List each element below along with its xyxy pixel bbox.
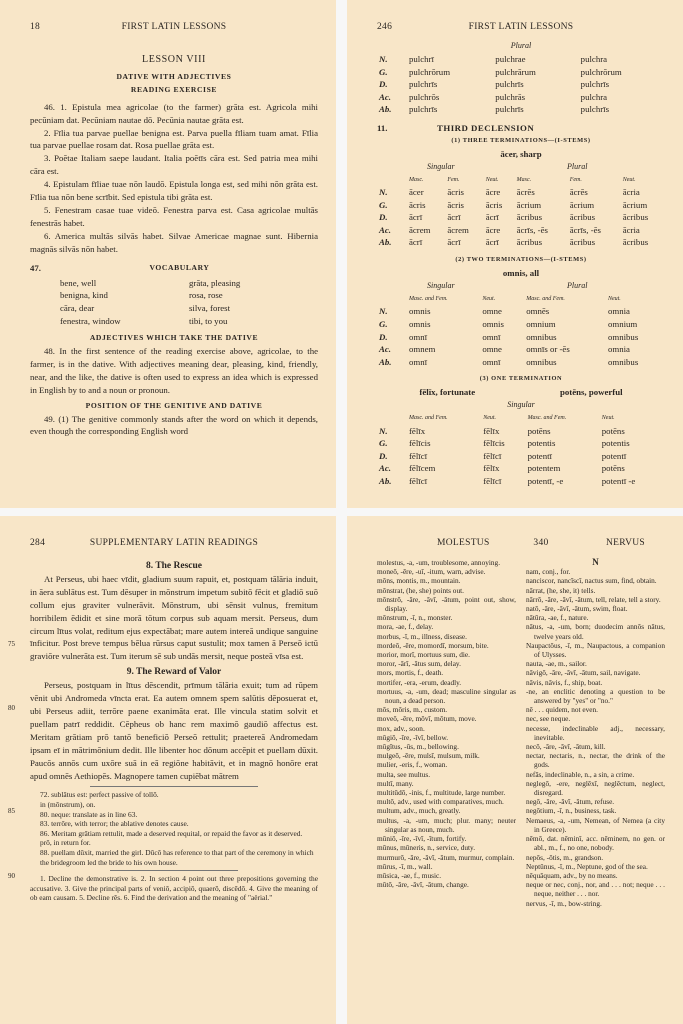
number-labels: Singular Plural xyxy=(427,161,588,171)
dictionary-entry: nāvigō, -āre, -āvī, -ātum, sail, navigate. xyxy=(526,668,641,678)
exercise-para: 5. Fenestram casae tuae videō. Fenestra parva est. Casa agricolae multās fenestrās habet. xyxy=(30,204,318,228)
case-row xyxy=(377,236,665,249)
case-row xyxy=(377,356,665,369)
sub-heading: (3) ONE TERMINATION xyxy=(479,375,563,383)
dictionary-entry: necesse, indeclinable adj., necessary, inevitable. xyxy=(526,723,665,742)
declension-table-pulcher xyxy=(377,53,665,116)
dictionary-entry: mūtō, -āre, -āvī, -ātum, change. xyxy=(377,880,469,890)
form-cell: ācrī xyxy=(447,212,461,223)
case-row xyxy=(377,450,665,463)
form-cell: fēlīcī xyxy=(483,450,502,461)
dictionary-entry: nectar, nectaris, n., nectar, the drink of the gods. xyxy=(526,751,665,770)
form-cell: ācribus xyxy=(622,212,649,223)
form-cell: potēns xyxy=(601,425,625,436)
form-cell: fēlīx xyxy=(483,425,500,436)
form-cell: ācrī xyxy=(447,237,461,248)
case-row xyxy=(377,211,665,224)
form-cell: omnī xyxy=(409,356,428,367)
case-label: G. xyxy=(379,66,388,77)
gender-label: Masc. xyxy=(409,176,424,183)
form-cell: omne xyxy=(482,306,502,317)
page-body xyxy=(8,560,318,1016)
dictionary-entry: -ne, an enclitic denoting a question to be answered by "yes" or "no." xyxy=(526,686,665,706)
headword: ācer, sharp xyxy=(500,148,542,159)
form-cell: ācrēs xyxy=(569,187,588,198)
case-label: D. xyxy=(379,331,388,342)
vocab-item: benigna, kind xyxy=(60,290,108,301)
line-number: 75 xyxy=(8,640,15,648)
form-cell: omnīs or -ēs xyxy=(526,344,570,355)
form-cell: potentī -e xyxy=(601,476,636,487)
dictionary-entry: nam, conj., for. xyxy=(526,567,571,577)
divider xyxy=(110,870,238,871)
gender-label: Neut. xyxy=(482,295,496,302)
dictionary-entry: mora, -ae, f., delay. xyxy=(377,622,434,632)
form-cell: potentī xyxy=(527,450,552,461)
case-row xyxy=(377,318,665,331)
form-cell: omnia xyxy=(607,344,630,355)
dictionary-entry: necō, -āre, -āvī, -ātum, kill. xyxy=(526,742,606,752)
dictionary-entry: mulier, -eris, f., woman. xyxy=(377,760,448,770)
case-label: N. xyxy=(379,425,388,436)
gender-label: Neut. xyxy=(485,176,499,183)
dictionary-entry: neque or nec, conj., nor, and . . . not; neque . . . neque, neither . . . nor. xyxy=(526,880,665,899)
form-cell: ācrī xyxy=(409,237,423,248)
form-cell: omnī xyxy=(409,331,428,342)
page-number: 246 xyxy=(377,22,393,32)
form-cell: pulchrīs xyxy=(580,79,610,90)
running-title: FIRST LATIN LESSONS xyxy=(121,22,227,32)
dictionary-entry: mūsica, -ae, f., music. xyxy=(377,870,442,880)
form-cell: omnium xyxy=(526,318,556,329)
dictionary-entry: mortuus, -a, -um, dead; masculine singular as noun, a dead person. xyxy=(377,686,516,706)
dictionary-entry: nārrō, -āre, -āvī, -ātum, tell, relate, tell a story. xyxy=(526,594,661,604)
dictionary-entry: mōns, montis, m., mountain. xyxy=(377,576,461,586)
dictionary-entry: nēquāquam, adv., by no means. xyxy=(526,870,618,880)
dictionary-entry: nauta, -ae, m., sailor. xyxy=(526,659,587,669)
form-cell: potēns xyxy=(527,425,551,436)
exercise-para: 6. America multās silvās habet. Silvae Americae magnae sunt. Hibernia magnās silvās nōn habet. xyxy=(30,230,318,254)
vocab-item: bene, well xyxy=(60,277,97,288)
case-label: Ab. xyxy=(379,476,392,487)
case-label: N. xyxy=(379,306,388,317)
form-cell: pulchrōrum xyxy=(409,66,451,77)
form-cell: ācrī xyxy=(485,237,499,248)
dictionary-entry: mulgeō, -ēre, mulsī, mulsum, milk. xyxy=(377,751,480,761)
form-cell: omnibus xyxy=(526,331,557,342)
case-label: G. xyxy=(379,438,388,449)
form-cell: ācribus xyxy=(516,237,543,248)
line-number: 90 xyxy=(8,872,15,880)
dictionary-entry: nanciscor, nancīscī, nactus sum, find, obtain. xyxy=(526,576,657,586)
vocab-item: grāta, pleasing xyxy=(189,277,241,288)
sub-heading: (1) THREE TERMINATIONS—(I-STEMS) xyxy=(451,136,591,144)
form-cell: potentī xyxy=(601,450,627,461)
dictionary-entry: multum, adv., much, greatly. xyxy=(377,806,461,816)
form-cell: potentis xyxy=(601,438,630,449)
dictionary-entry: mūnus, mūneris, n., service, duty. xyxy=(377,843,476,853)
vocab-item: cāra, dear xyxy=(60,303,95,314)
dictionary-entry: molestus, -a, -um, troublesome, annoying. xyxy=(377,558,501,567)
form-cell: ācria xyxy=(622,224,640,235)
dictionary-entry: natō, -āre, -āvī, -ātum, swim, float. xyxy=(526,604,628,614)
form-cell: ācre xyxy=(485,187,501,198)
dictionary-entry: morior, morī, mortuus sum, die. xyxy=(377,650,470,660)
form-cell: fēlīcis xyxy=(483,438,505,449)
gender-label: Fem. xyxy=(447,176,460,183)
gender-label: Masc. and Fem. xyxy=(526,295,565,302)
dictionary-entry: neglegō, -ere, neglēxī, neglēctum, neglect, disregard. xyxy=(526,778,665,798)
story-heading: 9. The Reward of Valor xyxy=(126,667,222,678)
dictionary-entry: multa, see multus. xyxy=(377,769,431,779)
form-cell: ācribus xyxy=(569,212,596,223)
case-label: N. xyxy=(379,53,388,64)
case-row xyxy=(377,53,665,66)
spacer xyxy=(377,293,407,306)
dictionary-entry: negōtium, -ī, n., business, task. xyxy=(526,806,617,816)
form-cell: fēlīcī xyxy=(483,476,502,487)
dictionary-entry: moror, -ārī, -ātus sum, delay. xyxy=(377,659,461,669)
form-cell: pulchrīs xyxy=(409,104,438,115)
running-title: SUPPLEMENTARY LATIN READINGS xyxy=(89,538,259,548)
form-cell: ācre xyxy=(485,224,501,235)
note: prō, in return for. xyxy=(40,838,91,848)
case-row xyxy=(377,199,665,212)
form-cell: omne xyxy=(482,344,502,355)
form-cell: omnium xyxy=(607,318,638,329)
case-label: D. xyxy=(379,450,388,461)
notes xyxy=(30,790,318,867)
dictionary-entry: multō, adv., used with comparatives, much. xyxy=(377,797,504,807)
case-label: Ab. xyxy=(379,104,392,115)
form-cell: fēlīcis xyxy=(409,438,431,449)
page-body xyxy=(377,40,665,500)
case-label: Ac. xyxy=(379,91,391,102)
dictionary-entry: multus, -a, -um, much; plur. many; neuter singular as noun, much. xyxy=(377,815,516,834)
form-cell: pulchrās xyxy=(495,91,526,102)
form-cell: omnī xyxy=(482,331,501,342)
form-cell: ācris xyxy=(409,199,426,210)
form-cell: ācris xyxy=(447,187,464,198)
form-cell: pulchra xyxy=(580,53,608,64)
form-cell: ācribus xyxy=(516,212,543,223)
declension-table-felix xyxy=(377,412,665,488)
gender-label: Neut. xyxy=(483,415,497,422)
form-cell: omnia xyxy=(607,306,630,317)
story-text: At Perseus, ubi haec vīdit, gladium suum rapuit, et, postquam tālāria induit, in āera sublātus est. Tum dēsuper in mōnstrum impetum subitō fēcit et gladiō suō collum ejus graviter vulnerāvit. Mōnstrum, ubi sēnsit vulnus, fremitum horribilem ēdidit et sine morā tōtum corpus sub aquam mersit. Perseus, dum circum lītus volat, reditum ejus expectābat; mare autem intereā undique sanguine īnficitur. Post breve tempus bēlua rūrsus caput sustulit; mox tamen ā Perseō ictū graviōre vulnerāta est. Tum iterum sē sub undās mersit, neque posteā vīsa est. xyxy=(30,573,318,662)
note: in (mōnstrum), on. xyxy=(40,800,96,809)
dictionary-entry: nē . . . quidem, not even. xyxy=(526,705,598,715)
case-row xyxy=(377,305,665,318)
case-label: Ac. xyxy=(379,463,391,474)
dictionary-entry: nātus, -a, -um, born; duodecim annōs nātus, twelve years old. xyxy=(526,622,665,641)
number-label: Singular xyxy=(507,400,535,410)
dictionary-columns xyxy=(377,558,665,908)
case-row xyxy=(377,343,665,356)
dictionary-entry: mōnstrum, -ī, n., monster. xyxy=(377,613,453,623)
case-row xyxy=(377,331,665,344)
case-label: D. xyxy=(379,212,388,223)
form-cell: fēlīx xyxy=(409,425,426,436)
letter-heading: N xyxy=(592,557,599,567)
form-cell: potentem xyxy=(527,463,561,474)
form-cell: potēns xyxy=(601,463,625,474)
form-cell: fēlīcī xyxy=(409,476,428,487)
dictionary-entry: Nemaeus, -a, -um, Nemean, of Nemea (a city in Greece). xyxy=(526,815,665,834)
form-cell: ācria xyxy=(622,187,640,198)
vocab-item: silva, forest xyxy=(189,303,231,314)
form-cell: potentis xyxy=(527,438,556,449)
dictionary-entry: nec, see neque. xyxy=(526,714,571,724)
case-row xyxy=(377,224,665,237)
guide-word-right: NERVUS xyxy=(605,538,645,548)
gender-label: Neut. xyxy=(601,415,615,422)
page-246 xyxy=(347,0,683,508)
note: 86. Meritam grātiam rettulit, made a deserved requital, or repaid the favor as it deserved. xyxy=(40,828,303,838)
subsection-heading: POSITION OF THE GENITIVE AND DATIVE xyxy=(85,400,263,410)
form-cell: ācrīs, -ēs xyxy=(516,224,548,235)
number-labels: Singular Plural xyxy=(427,280,588,290)
case-row xyxy=(377,425,665,438)
form-cell: pulchrīs xyxy=(580,104,610,115)
form-cell: fēlīcem xyxy=(409,463,436,474)
lesson-heading: LESSON VIII xyxy=(142,54,206,65)
form-cell: pulchrīs xyxy=(409,79,438,90)
page-number: 340 xyxy=(533,538,549,548)
page-number: 18 xyxy=(30,22,41,32)
dictionary-entry: mōnstrō, -āre, -āvī, -ātum, point out, show, display. xyxy=(377,594,516,614)
case-label: G. xyxy=(379,318,388,329)
form-cell: omnis xyxy=(482,318,504,329)
case-row xyxy=(377,91,665,104)
dictionary-entry: mortifer, -era, -erum, deadly. xyxy=(377,677,462,687)
form-cell: ācrem xyxy=(447,224,469,235)
form-cell: ācrī xyxy=(409,212,423,223)
vocab-item: rosa, rose xyxy=(189,290,223,301)
form-cell: fēlīcī xyxy=(409,450,428,461)
form-cell: omnibus xyxy=(607,356,639,367)
dictionary-entry: mūgītus, -ūs, m., bellowing. xyxy=(377,742,459,752)
dictionary-column xyxy=(526,558,665,908)
form-cell: fēlīx xyxy=(483,463,500,474)
case-row xyxy=(377,475,665,488)
case-row xyxy=(377,66,665,79)
form-cell: pulchrīs xyxy=(495,79,524,90)
story-heading: 8. The Rescue xyxy=(145,561,203,571)
form-cell: omnis xyxy=(409,318,431,329)
form-cell: ācris xyxy=(485,199,503,210)
story-text: Perseus, postquam in lītus dēscendit, prīmum tālāria exuit; tum ad rūpem vēnit ubi Andromeda vīncta erat. Ea autem omnem spem salūtis dēposuerat et, ubi Perseus adiit, terrōre paene exanimāta erat. Ille vincula statim solvit et puellam patrī reddidit. Cēpheus ob hanc rem maximō gaudiō affectus est. Meritam grātiam prō tantō beneficiō Perseō rettulit; praetereā Andromedam ipsam eī in mātrimōnium dedit. Ille libenter hoc dōnum accēpit et puellam dūxit. Paucōs annōs cum uxōre suā in eā regiōne habitāvit, et in magnō honōre erat apud omnēs Aethiopēs. Magnopere tamen cupiēbat mātrem xyxy=(30,680,318,781)
dictionary-entry: nefās, indeclinable, n., a sin, a crime. xyxy=(526,769,635,779)
form-cell: potentī, -e xyxy=(527,476,564,487)
dictionary-entry: nātūra, -ae, f., nature. xyxy=(526,613,589,623)
dictionary-entry: negō, -āre, -āvī, -ātum, refuse. xyxy=(526,797,615,807)
dictionary-entry: moneō, -ēre, -uī, -itum, warn, advise. xyxy=(377,567,486,577)
form-cell: ācribus xyxy=(569,237,596,248)
gender-label: Masc. xyxy=(516,176,532,183)
case-row xyxy=(377,78,665,91)
dictionary-entry: mox, adv., soon. xyxy=(377,723,425,733)
sub-heading: (2) TWO TERMINATIONS—(I-STEMS) xyxy=(455,256,587,264)
case-label: Ac. xyxy=(379,224,391,235)
dictionary-entry: Naupactōus, -ī, m., Naupactous, a companion of Ulysses. xyxy=(526,640,665,660)
dictionary-entry: mūniō, -īre, -īvī, -ītum, fortify. xyxy=(377,834,467,844)
form-cell: ācrī xyxy=(485,212,499,223)
form-cell: ācrium xyxy=(622,199,648,210)
form-cell: pulchrōs xyxy=(409,91,440,102)
dictionary-entry: nepōs, -ōtis, m., grandson. xyxy=(526,852,604,862)
dictionary-entry: murmurō, -āre, -āvī, -ātum, murmur, complain. xyxy=(377,852,515,862)
form-cell: omnibus xyxy=(607,331,639,342)
case-row xyxy=(377,103,665,116)
case-label: D. xyxy=(379,79,388,90)
note: 72. sublātus est: perfect passive of tollō. xyxy=(40,790,159,800)
rule-para: 49. (1) The genitive commonly stands after the word on which it depends, even though the corresponding English word xyxy=(30,413,318,437)
divider xyxy=(90,786,258,787)
gender-header-row xyxy=(377,174,665,187)
dictionary-entry: nēmō, dat. nēminī, acc. nēminem, no gen. or abl., m., f., no one, nobody. xyxy=(526,834,665,853)
gender-header-row xyxy=(377,293,665,306)
gender-label: Masc. and Fem. xyxy=(409,415,448,422)
vocab-item: fenestra, window xyxy=(60,316,121,327)
rule-para: 48. In the first sentence of the reading exercise above, agricolae, to the farmer, is in the dative. With adjectives meaning dear, pleasing, kind, friendly, near, and the like, the dative is often used to express an idea which is expressed in English by to and a noun or pronoun. xyxy=(30,346,318,395)
subsection-heading: ADJECTIVES WHICH TAKE THE DATIVE xyxy=(89,333,259,343)
note: 83. terrōre, with terror; the ablative denotes cause. xyxy=(40,819,189,829)
form-cell: ācrium xyxy=(569,199,595,210)
form-cell: omnī xyxy=(482,356,501,367)
declension-table-acer xyxy=(377,174,665,250)
dictionary-entry: mūgiō, -īre, -īvī, bellow. xyxy=(377,732,449,742)
gender-label: Neut. xyxy=(607,295,621,302)
exercise-para: 4. Epistulam fīliae tuae nōn laudō. Epistula longa est, sed mihi nōn grāta est. Fīlia tua nōn bene scrībit. Sed epistula tibi grāta est. xyxy=(30,179,318,203)
case-label: N. xyxy=(379,187,388,198)
line-number: 85 xyxy=(8,807,15,815)
gender-label: Masc. and Fem. xyxy=(409,295,448,302)
form-cell: pulchrae xyxy=(495,53,526,64)
section-heading: 11. THIRD DECLENSION xyxy=(377,122,535,133)
form-cell: omnis xyxy=(409,306,431,317)
exercise-para: 2. Fīlia tua parvae puellae benigna est. Parva puella fīliam tuam amat. Fīlia tua parvae puellae rosam dat. Rosa puellae grāta est. xyxy=(30,127,318,151)
dictionary-entry: mordeō, -ēre, momordī, morsum, bite. xyxy=(377,640,489,650)
case-label: Ac. xyxy=(379,344,391,355)
form-cell: ācrīs, -ēs xyxy=(569,224,601,235)
spacer xyxy=(377,174,407,187)
dictionary-entry: moveō, -ēre, mōvī, mōtum, move. xyxy=(377,714,477,724)
running-title: FIRST LATIN LESSONS xyxy=(468,22,574,32)
page-number: 284 xyxy=(30,538,46,548)
case-label: G. xyxy=(379,199,388,210)
page-284 xyxy=(0,516,336,1024)
vocab-list xyxy=(30,277,318,329)
number-label: Plural xyxy=(510,41,532,50)
line-number: 80 xyxy=(8,704,15,712)
spacer xyxy=(377,412,407,425)
dictionary-entry: mōs, mōris, m., custom. xyxy=(377,705,448,715)
form-cell: omnēs xyxy=(526,306,550,317)
questions: 1. Decline the demonstrative is. 2. In section 4 point out three prepositions governing the accusative. 3. Give the principal parts of veniō, accipiō, quaerō, discēdō. 4. Give the meaning of ob eam causam. 5. Decline rēs. 6. Find the derivation and the meaning of "aërial." xyxy=(30,874,318,903)
section-heading: DATIVE WITH ADJECTIVES xyxy=(116,71,232,81)
subsection-heading: READING EXERCISE xyxy=(130,84,218,94)
case-label: Ab. xyxy=(379,237,392,248)
form-cell: ācer xyxy=(409,187,424,198)
headword: omnis, all xyxy=(502,267,540,278)
exercise-para: 46. 1. Epistula mea agricolae (to the farmer) grāta est. Agricola mihi pecūniam dat. Pecūniam nautae dō. Pecūnia nautae grāta est. xyxy=(30,101,318,125)
dictionary-entry: multī, many. xyxy=(377,778,414,788)
form-cell: omnibus xyxy=(526,356,557,367)
dictionary-entry: nervus, -ī, m., bow-string. xyxy=(526,898,602,908)
declension-table-omnis xyxy=(377,293,665,369)
form-cell: ācrem xyxy=(409,224,431,235)
form-cell: pulchrārum xyxy=(495,66,536,77)
gender-label: Fem. xyxy=(569,176,582,183)
form-cell: pulchrīs xyxy=(495,104,524,115)
form-cell: ācribus xyxy=(622,237,649,248)
case-row xyxy=(377,437,665,450)
gender-label: Masc. and Fem. xyxy=(527,415,567,422)
exercise-para: 3. Poētae Italiam saepe laudant. Italia poētīs cāra est. Sed patria mea mihi cāra est. xyxy=(30,153,318,177)
gender-label: Neut. xyxy=(622,176,636,183)
page-body xyxy=(30,44,318,500)
guide-word-left: MOLESTUS xyxy=(437,538,490,548)
form-cell: omnem xyxy=(409,344,436,355)
dictionary-entry: morbus, -ī, m., illness, disease. xyxy=(377,631,467,641)
form-cell: pulchrī xyxy=(409,53,434,64)
dictionary-entry: nāvis, nāvis, f., ship, boat. xyxy=(526,677,603,687)
form-cell: ācris xyxy=(447,199,464,210)
dictionary-entry: mōnstrat, (he, she) points out. xyxy=(377,585,464,595)
note: 88. puellam dūxit, married the girl. Dūcō has reference to that part of the ceremony in which the bridegroom led the bride to his own house. xyxy=(40,847,314,867)
headwords: fēlīx, fortunate potēns, powerful xyxy=(419,387,623,398)
form-cell: ācrēs xyxy=(516,187,535,198)
case-label: Ab. xyxy=(379,356,392,367)
gender-header-row xyxy=(377,412,665,425)
dictionary-entry: nārrat, (he, she, it) tells. xyxy=(526,585,596,595)
page-body xyxy=(377,558,665,1016)
dictionary-entry: multitūdō, -inis, f., multitude, large number. xyxy=(377,788,506,798)
vocab-item: tibi, to you xyxy=(189,316,228,327)
note: 80. neque: translate as in line 63. xyxy=(40,809,138,819)
dictionary-entry: Neptūnus, -ī, m., Neptune, god of the sea. xyxy=(526,861,648,871)
case-row xyxy=(377,186,665,199)
dictionary-entry: mūrus, -ī, m., wall. xyxy=(377,861,433,871)
form-cell: pulchra xyxy=(580,91,608,102)
form-cell: ācrium xyxy=(516,199,542,210)
page-340 xyxy=(347,516,683,1024)
vocab-heading: 47. VOCABULARY xyxy=(30,262,210,273)
form-cell: pulchrōrum xyxy=(580,66,622,77)
page-18 xyxy=(0,0,336,508)
case-row xyxy=(377,462,665,475)
dictionary-entry: mors, mortis, f., death. xyxy=(377,668,444,678)
dictionary-column xyxy=(377,558,516,908)
